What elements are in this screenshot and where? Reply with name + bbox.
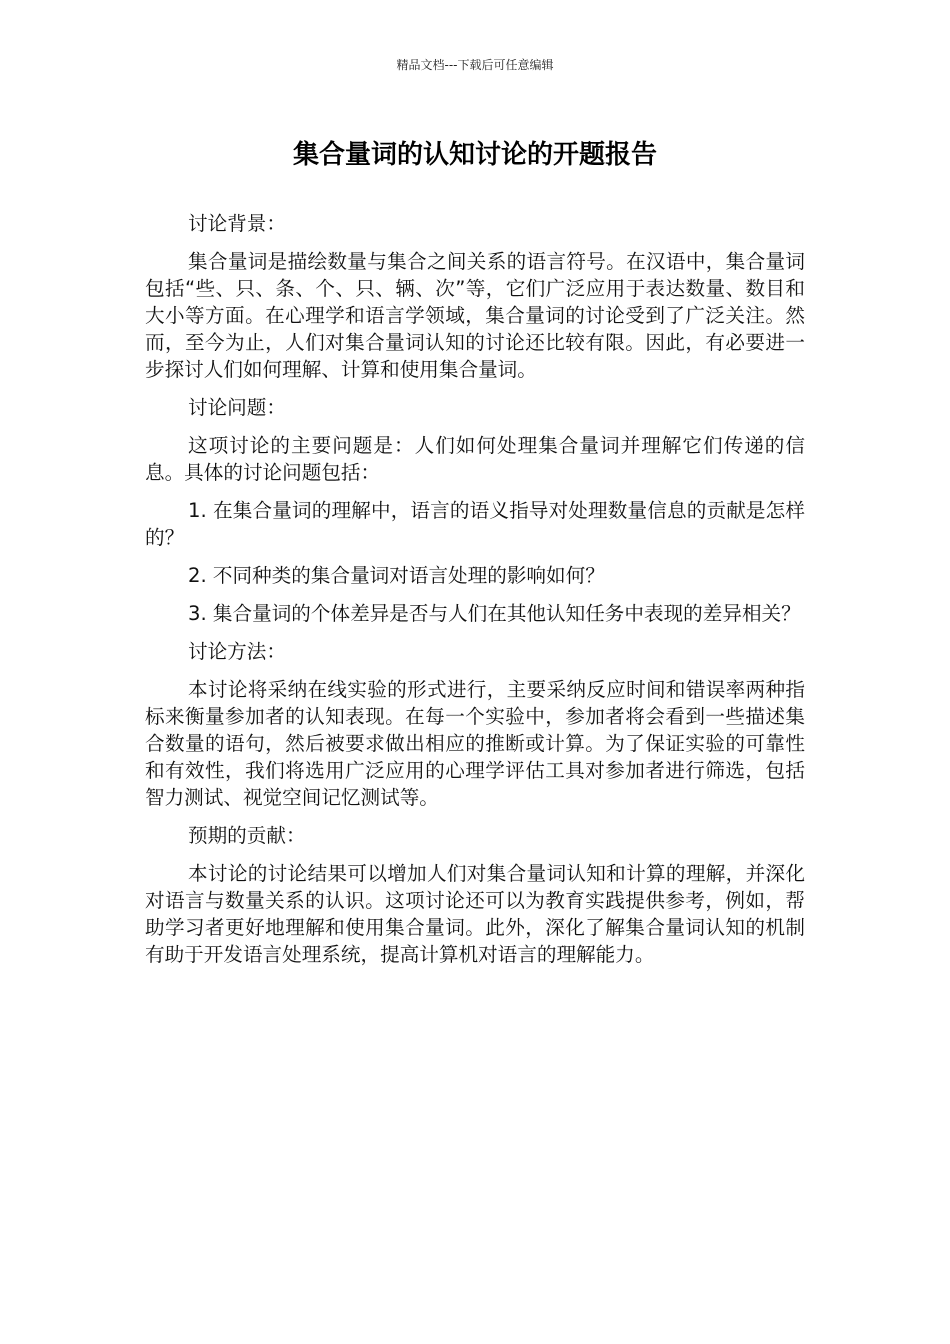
document-title: 集合量词的认知讨论的开题报告 xyxy=(292,140,657,170)
question-item-2: 2. 不同种类的集合量词对语言处理的影响如何？ xyxy=(188,564,605,587)
question-item-3: 3. 集合量词的个体差异是否与人们在其他认知任务中表现的差异相关？ xyxy=(188,602,801,625)
section-heading-methods: 讨论方法： xyxy=(188,640,286,663)
section-heading-background: 讨论背景： xyxy=(188,212,286,235)
section-heading-contributions: 预期的贡献： xyxy=(188,824,306,847)
paragraph-methods: 本讨论将采纳在线实验的形式进行，主要采纳反应时间和错误率两种指标来衡量参加者的认知表现。在每一个实验中，参加者将会看到一些描述集合数量的语句，然后被要求做出相应的推断或计算。为了保证实验的可靠性和有效性，我们将选用广泛应用的心理学评估工具对参加者进行筛选，包括智力测试、视觉空间记忆测试等。 xyxy=(145,678,805,809)
paragraph-questions-intro: 这项讨论的主要问题是：人们如何处理集合量词并理解它们传递的信息。具体的讨论问题包括： xyxy=(145,434,805,484)
page-header: 精品文档---下载后可任意编辑 xyxy=(396,58,554,72)
paragraph-contributions: 本讨论的讨论结果可以增加人们对集合量词认知和计算的理解，并深化对语言与数量关系的认识。这项讨论还可以为教育实践提供参考，例如，帮助学习者更好地理解和使用集合量词。此外，深化了解集合量词认知的机制有助于开发语言处理系统，提高计算机对语言的理解能力。 xyxy=(145,862,805,966)
section-heading-questions: 讨论问题： xyxy=(188,396,286,419)
paragraph-background: 集合量词是描绘数量与集合之间关系的语言符号。在汉语中，集合量词包括“些、只、条、个、只、辆、次”等，它们广泛应用于表达数量、数目和大小等方面。在心理学和语言学领域，集合量词的讨论受到了广泛关注。然而，至今为止，人们对集合量词认知的讨论还比较有限。因此，有必要进一步探讨人们如何理解、计算和使用集合量词。 xyxy=(145,250,805,381)
question-item-1: 1. 在集合量词的理解中，语言的语义指导对处理数量信息的贡献是怎样的？ xyxy=(145,499,805,549)
document-body xyxy=(145,210,805,979)
